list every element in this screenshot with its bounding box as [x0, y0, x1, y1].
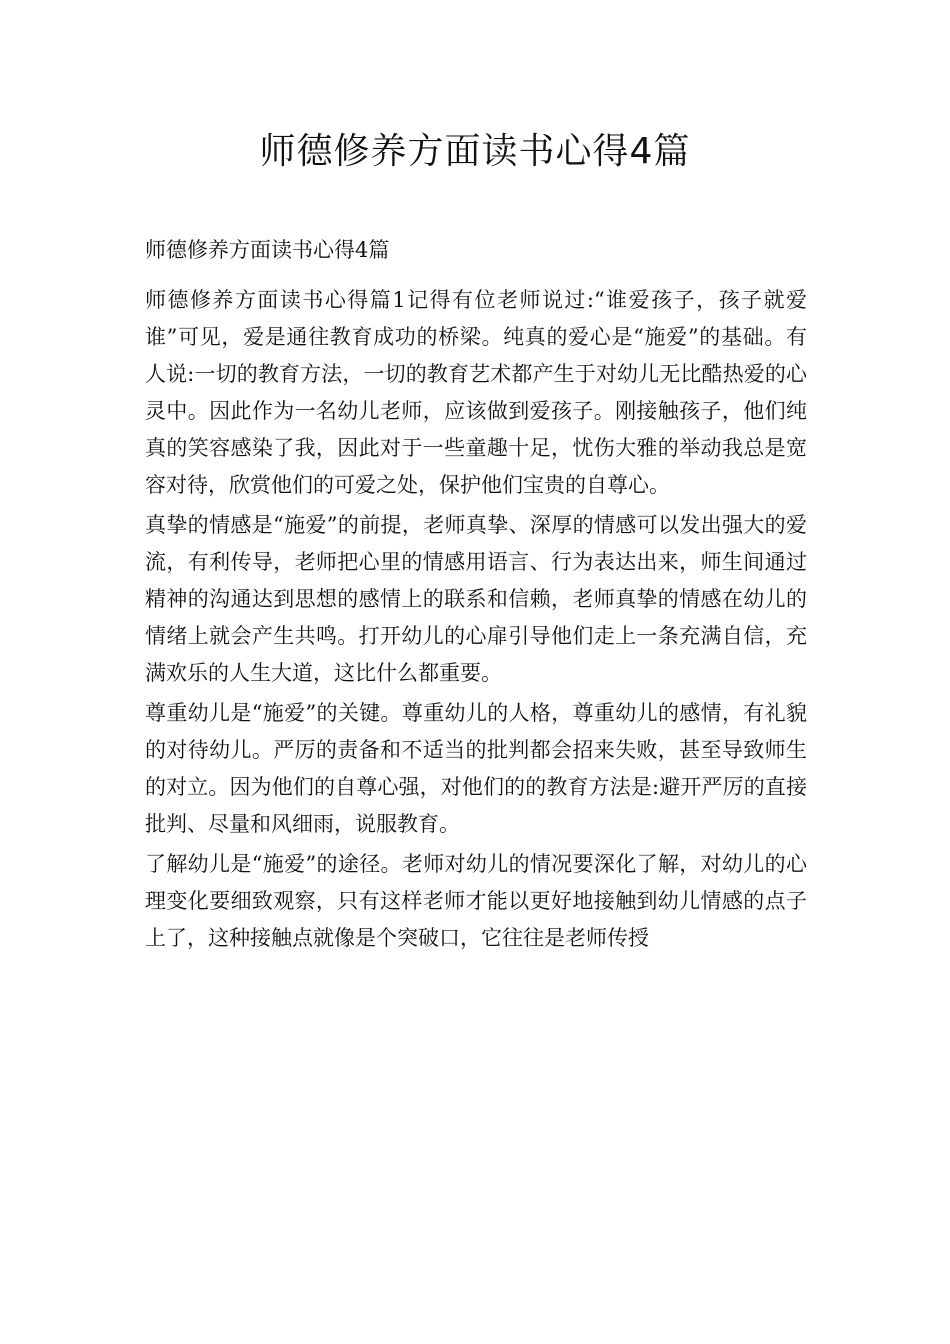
paragraph-1: 师德修养方面读书心得篇1记得有位老师说过:“谁爱孩子，孩子就爱谁”可见，爱是通往教育成功的桥梁。纯真的爱心是“施爱”的基础。有人说:一切的教育方法，一切的教育艺术都产生于对幼儿无比酷热爱的心灵中。因此作为一名幼儿老师，应该做到爱孩子。刚接触孩子，他们纯真的笑容感染了我，因此对于一些童趣十足，忧伤大雅的举动我总是宽容对待，欣赏他们的可爱之处，保护他们宝贵的自尊心。: [145, 288, 807, 497]
document-subtitle: 师德修养方面读书心得4篇: [145, 238, 390, 262]
document-title: 师德修养方面读书心得4篇: [259, 131, 691, 172]
paragraph-3: 尊重幼儿是“施爱”的关键。尊重幼儿的人格，尊重幼儿的感情，有礼貌的对待幼儿。严厉的责备和不适当的批判都会招来失败，甚至导致师生的对立。因为他们的自尊心强，对他们的的教育方法是:避开严厉的直接批判、尽量和风细雨，说服教育。: [145, 701, 807, 836]
paragraph-4: 了解幼儿是“施爱”的途径。老师对幼儿的情况要深化了解，对幼儿的心理变化要细致观察，只有这样老师才能以更好地接触到幼儿情感的点子上了，这种接触点就像是个突破口，它往往是老师传授: [145, 852, 807, 950]
paragraph-2: 真挚的情感是“施爱”的前提，老师真挚、深厚的情感可以发出强大的爱流，有利传导，老师把心里的情感用语言、行为表达出来，师生间通过精神的沟通达到思想的感情上的联系和信赖，老师真挚的情感在幼儿的情绪上就会产生共鸣。打开幼儿的心扉引导他们走上一条充满自信，充满欢乐的人生大道，这比什么都重要。: [145, 513, 807, 685]
document-body: [145, 232, 807, 957]
